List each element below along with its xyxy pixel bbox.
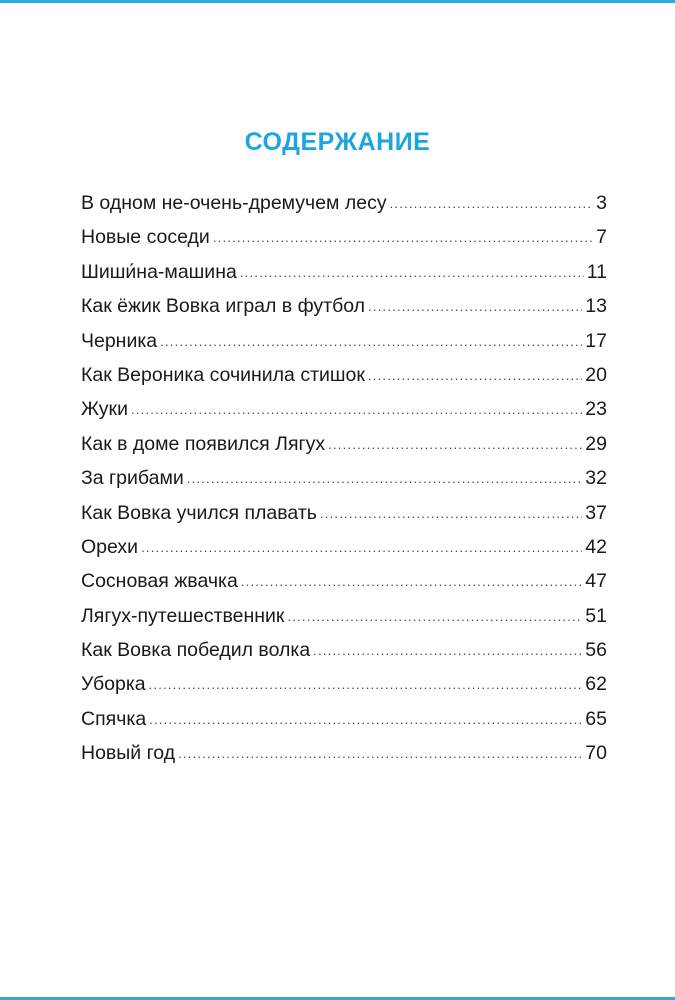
toc-entry-title: Сосновая жвачка	[81, 570, 238, 593]
toc-entry[interactable]	[81, 427, 607, 461]
dot-leader	[213, 221, 593, 255]
toc-entry-title: Лягух-путешественник	[81, 604, 285, 627]
toc-entry-title: Новые соседи	[81, 226, 210, 249]
toc-heading: СОДЕРЖАНИЕ	[244, 128, 431, 156]
toc-page-number: 17	[585, 329, 607, 352]
toc-entry[interactable]	[81, 186, 607, 220]
toc-page-number: 47	[585, 570, 607, 593]
toc-entry-title: Шиши́на-машина	[81, 260, 237, 283]
dot-leader	[368, 290, 582, 324]
dot-leader	[141, 531, 582, 565]
toc-page-number: 23	[585, 398, 607, 421]
top-border-line	[0, 0, 675, 3]
toc-page-number: 11	[586, 260, 607, 283]
dot-leader	[241, 565, 582, 599]
toc-list	[81, 186, 607, 771]
toc-entry[interactable]	[81, 289, 607, 323]
toc-entry[interactable]	[81, 392, 607, 426]
dot-leader	[240, 256, 584, 290]
toc-entry[interactable]	[81, 496, 607, 530]
toc-entry-title: Как ёжик Вовка играл в футбол	[81, 295, 366, 318]
dot-leader	[187, 462, 583, 496]
toc-page-number: 29	[585, 432, 607, 455]
toc-entry-title: Уборка	[81, 673, 146, 696]
toc-page-number: 7	[596, 226, 607, 249]
toc-entry[interactable]	[81, 324, 607, 358]
toc-page-number: 51	[585, 604, 607, 627]
toc-entry-title: В одном не-очень-дремучем лесу	[81, 192, 387, 214]
toc-page-number: 20	[585, 363, 607, 386]
dot-leader	[368, 359, 582, 393]
toc-entry-title: Черника	[81, 329, 158, 352]
toc-entry-title: Новый год	[81, 742, 176, 765]
toc-page-number: 56	[585, 639, 607, 662]
toc-entry[interactable]	[81, 633, 607, 667]
toc-entry[interactable]	[81, 736, 607, 770]
dot-leader	[328, 428, 582, 462]
dot-leader	[178, 737, 582, 771]
dot-leader	[149, 703, 582, 737]
dot-leader	[160, 325, 582, 359]
toc-entry-title: Как Вовка победил волка	[81, 639, 311, 662]
toc-page-number: 37	[585, 501, 607, 524]
toc-entry-title: Как Вероника сочинила стишок	[81, 363, 365, 386]
toc-entry-title: Как Вовка учился плавать	[81, 501, 317, 524]
toc-entry[interactable]	[81, 564, 607, 598]
toc-entry[interactable]	[81, 220, 607, 254]
toc-entry[interactable]	[81, 599, 607, 633]
toc-page-number: 62	[585, 673, 607, 696]
dot-leader	[313, 634, 582, 668]
toc-entry-title: Жуки	[81, 398, 128, 421]
toc-entry-title: За грибами	[81, 467, 184, 490]
toc-entry-title: Орехи	[81, 535, 139, 558]
toc-page-number: 42	[585, 535, 607, 558]
toc-entry[interactable]	[81, 667, 607, 701]
toc-entry[interactable]	[81, 461, 607, 495]
dot-leader	[390, 187, 594, 221]
dot-leader	[149, 668, 583, 702]
dot-leader	[131, 393, 582, 427]
toc-entry[interactable]	[81, 358, 607, 392]
toc-page-number: 3	[596, 192, 607, 214]
toc-page-number: 70	[585, 742, 607, 765]
toc-entry[interactable]	[81, 702, 607, 736]
toc-page-number: 32	[585, 467, 607, 490]
dot-leader	[320, 497, 582, 531]
toc-page-number: 65	[585, 707, 607, 730]
dot-leader	[287, 600, 582, 634]
toc-entry[interactable]	[81, 255, 607, 289]
toc-entry-title: Спячка	[81, 707, 147, 730]
toc-entry-title: Как в доме появился Лягух	[81, 432, 326, 455]
toc-entry[interactable]	[81, 530, 607, 564]
toc-page-number: 13	[585, 295, 607, 318]
